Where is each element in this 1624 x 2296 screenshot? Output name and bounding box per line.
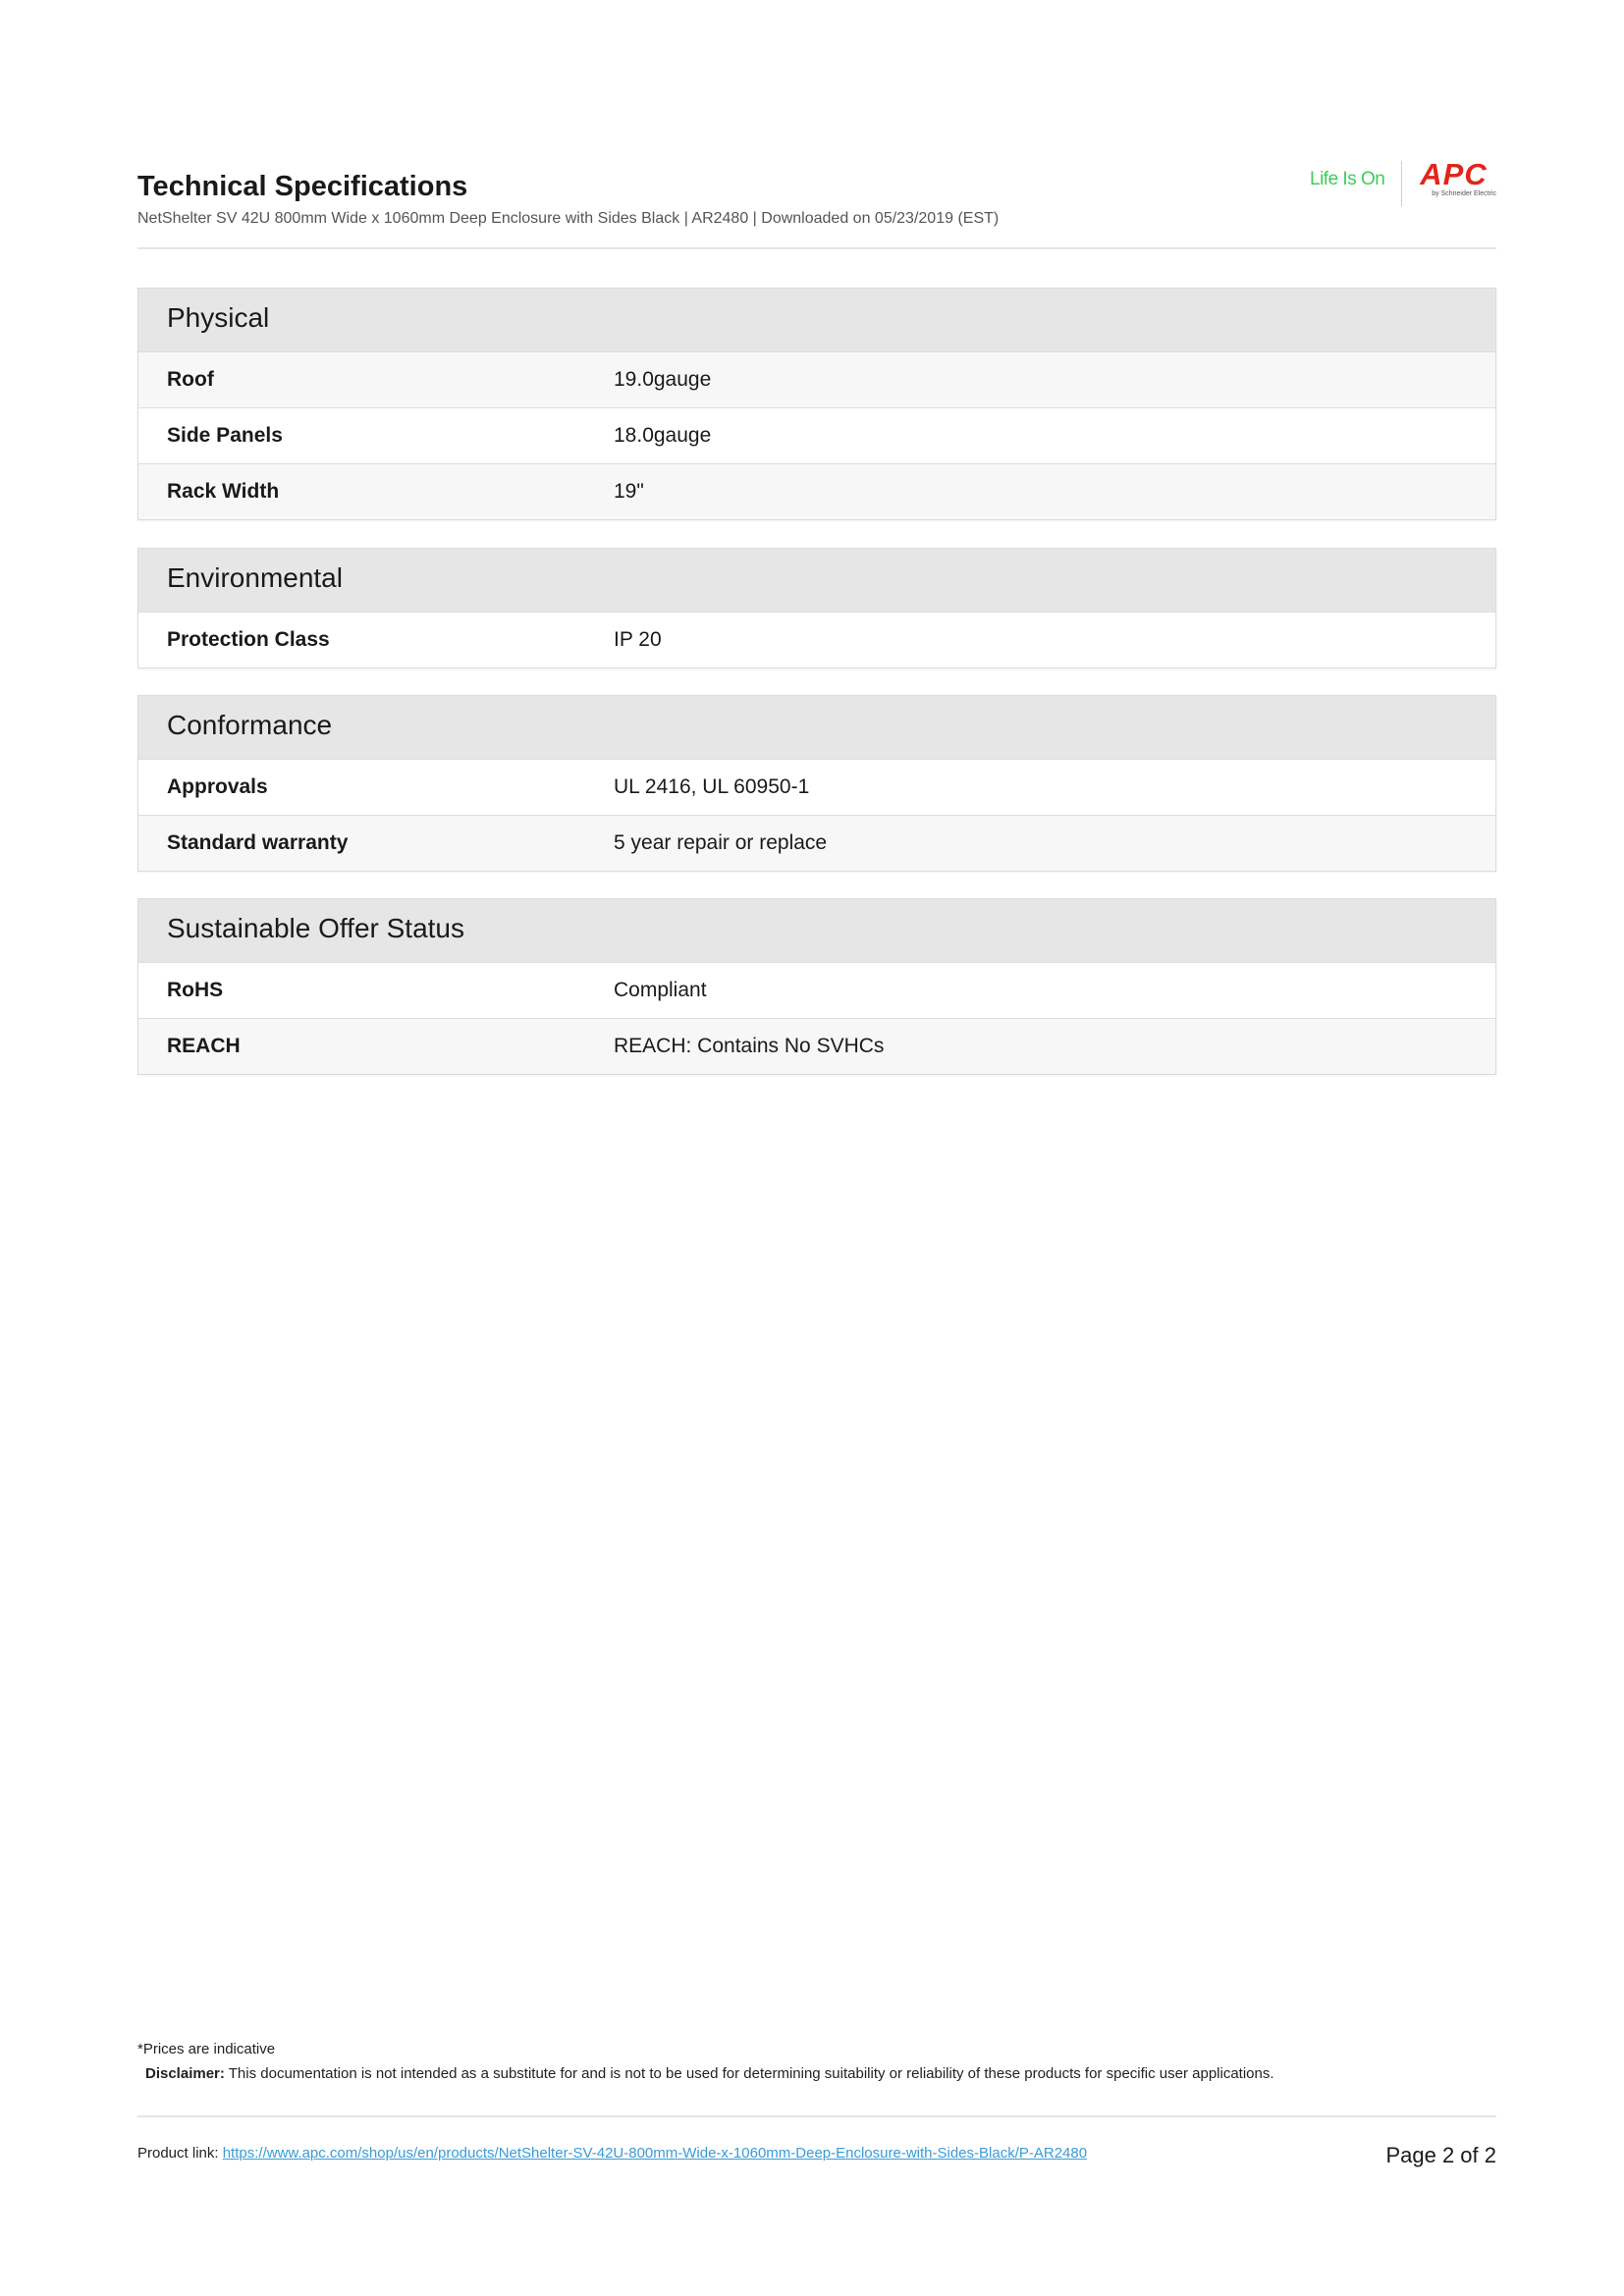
section-header [138, 899, 1495, 962]
spec-value: Compliant [614, 979, 707, 1001]
apc-logo [1411, 157, 1496, 206]
section-title: Environmental [167, 562, 343, 593]
spec-label: REACH [167, 1035, 241, 1057]
apc-logo-subtext: by Schneider Electric [1432, 190, 1496, 197]
page-number: Page 2 of 2 [1385, 2143, 1496, 2167]
spec-value: 5 year repair or replace [614, 831, 828, 854]
spec-label: Side Panels [167, 424, 283, 447]
life-is-on-tagline: Life Is On [1310, 169, 1385, 189]
spec-value: IP 20 [614, 628, 662, 651]
spec-row [138, 351, 1495, 407]
spec-row [138, 407, 1495, 463]
section-environmental [137, 548, 1496, 668]
disclaimer-text: This documentation is not intended as a substitute for and is not to be used for determining suitability or reliability of these products for specific user applications. [224, 2065, 1274, 2082]
spec-row [138, 759, 1495, 815]
spec-label: Approvals [167, 775, 268, 798]
section-sustainable-offer-status [137, 898, 1496, 1075]
section-title: Conformance [167, 710, 333, 740]
spec-row [138, 612, 1495, 667]
page-title: Technical Specifications [137, 171, 468, 202]
spec-value: 18.0gauge [614, 424, 712, 447]
section-title: Physical [167, 302, 270, 333]
spec-label: Protection Class [167, 628, 330, 651]
spec-value: UL 2416, UL 60950-1 [614, 775, 810, 798]
spec-row [138, 463, 1495, 519]
brand-divider [1401, 161, 1402, 206]
spec-label: Standard warranty [167, 831, 349, 854]
apc-logo-text: APC [1420, 157, 1488, 191]
product-link-url[interactable]: https://www.apc.com/shop/us/en/products/NetShelter-SV-42U-800mm-Wide-x-1060mm-Deep-Enclosure-with-Sides-Black/P-AR2480 [222, 2145, 1088, 2162]
section-header [138, 696, 1495, 759]
section-header [138, 549, 1495, 612]
section-title: Sustainable Offer Status [167, 913, 464, 943]
prices-note: *Prices are indicative [137, 2041, 276, 2057]
spec-label: RoHS [167, 979, 224, 1001]
spec-row [138, 815, 1495, 871]
spec-value: 19" [614, 480, 644, 503]
spec-label: Rack Width [167, 480, 280, 503]
spec-row [138, 1018, 1495, 1074]
spec-label: Roof [167, 368, 214, 391]
footer-divider [137, 2115, 1496, 2117]
product-link-label: Product link: [137, 2145, 223, 2162]
document-header [137, 157, 1496, 249]
section-header [138, 289, 1495, 351]
section-physical [137, 288, 1496, 520]
spec-value: 19.0gauge [614, 368, 712, 391]
brand-logo [1310, 157, 1496, 212]
spec-value: REACH: Contains No SVHCs [614, 1035, 885, 1057]
disclaimer [145, 2065, 1496, 2082]
spec-row [138, 962, 1495, 1018]
disclaimer-label: Disclaimer: [145, 2065, 225, 2082]
section-conformance [137, 695, 1496, 872]
page-subtitle: NetShelter SV 42U 800mm Wide x 1060mm Deep Enclosure with Sides Black | AR2480 | Downloaded on 05/23/2019 (EST) [137, 210, 1000, 227]
product-link [137, 2144, 1178, 2163]
